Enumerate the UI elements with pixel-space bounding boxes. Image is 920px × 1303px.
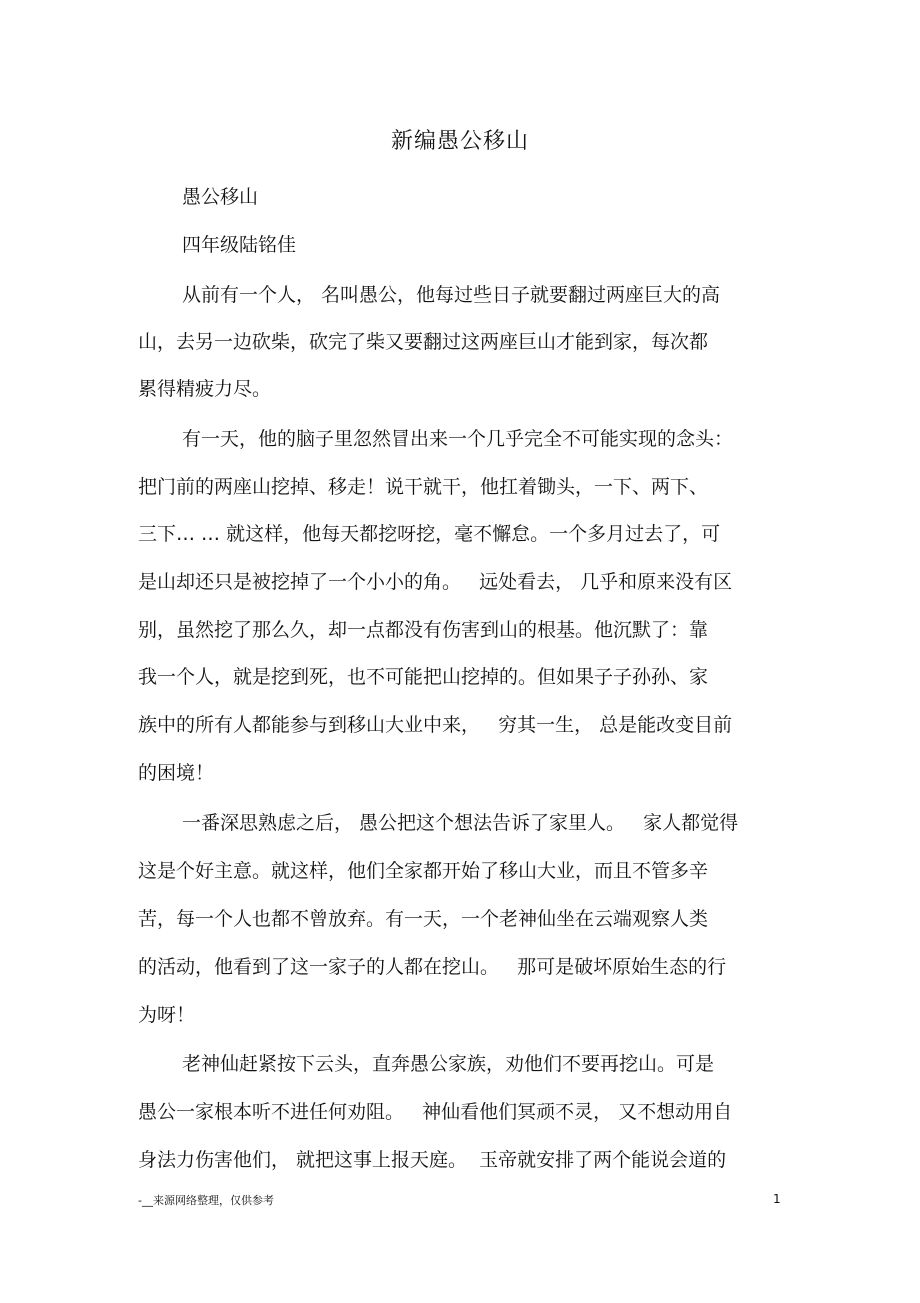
paragraph-line: 把门前的两座山挖掉、移走！说干就干，他扛着锄头，一下、两下、 bbox=[138, 476, 709, 498]
paragraph-line: 累得精疲力尽。 bbox=[138, 378, 272, 400]
paragraph-line: 山，去另一边砍柴，砍完了柴又要翻过这两座巨山才能到家，每次都 bbox=[138, 331, 709, 353]
paragraph-line: 苦，每一个人也都不曾放弃。有一天，一个老神仙坐在云端观察人类 bbox=[138, 908, 709, 930]
footer-source-note: -__来源网络整理，仅供参考 bbox=[138, 1194, 274, 1207]
paragraph-line: 族中的所有人都能参与到移山大业中来， 穷其一生， 总是能改变目前 bbox=[138, 714, 733, 736]
page-number: 1 bbox=[773, 1192, 781, 1206]
paragraph-line: 有一天，他的脑子里忽然冒出来一个几乎完全不可能实现的念头： bbox=[182, 428, 734, 450]
paragraph-line: 的困境！ bbox=[138, 762, 215, 784]
paragraph-line: 从前有一个人， 名叫愚公，他每过些日子就要翻过两座巨大的高 bbox=[182, 284, 721, 306]
document-subtitle: 愚公移山 bbox=[182, 186, 259, 208]
paragraph-line: 的活动，他看到了这一家子的人都在挖山。 那可是破坏原始生态的行 bbox=[138, 956, 727, 978]
paragraph-line: 一番深思熟虑之后， 愚公把这个想法告诉了家里人。 家人都觉得 bbox=[182, 812, 739, 834]
document-author: 四年级陆铭佳 bbox=[182, 234, 297, 256]
paragraph-line: 老神仙赶紧按下云头，直奔愚公家族，劝他们不要再挖山。可是 bbox=[182, 1053, 715, 1075]
paragraph-line: 别，虽然挖了那么久，却一点都没有伤害到山的根基。他沉默了：靠 bbox=[138, 619, 709, 641]
paragraph-line: 这是个好主意。就这样，他们全家都开始了移山大业，而且不管多辛 bbox=[138, 860, 709, 882]
paragraph-line: 三下… … 就这样，他每天都挖呀挖，毫不懈怠。一个多月过去了，可 bbox=[138, 523, 721, 545]
paragraph-line: 是山却还只是被挖掉了一个小小的角。 远处看去， 几乎和原来没有区 bbox=[138, 571, 733, 593]
document-title: 新编愚公移山 bbox=[390, 129, 529, 154]
paragraph-line: 为呀！ bbox=[138, 1004, 196, 1026]
paragraph-line: 身法力伤害他们， 就把这事上报天庭。 玉帝就安排了两个能说会道的 bbox=[138, 1149, 727, 1171]
paragraph-line: 愚公一家根本听不进任何劝阻。 神仙看他们冥顽不灵， 又不想动用自 bbox=[138, 1101, 733, 1123]
paragraph-line: 我一个人，就是挖到死，也不可能把山挖掉的。但如果子子孙孙、家 bbox=[138, 666, 709, 688]
